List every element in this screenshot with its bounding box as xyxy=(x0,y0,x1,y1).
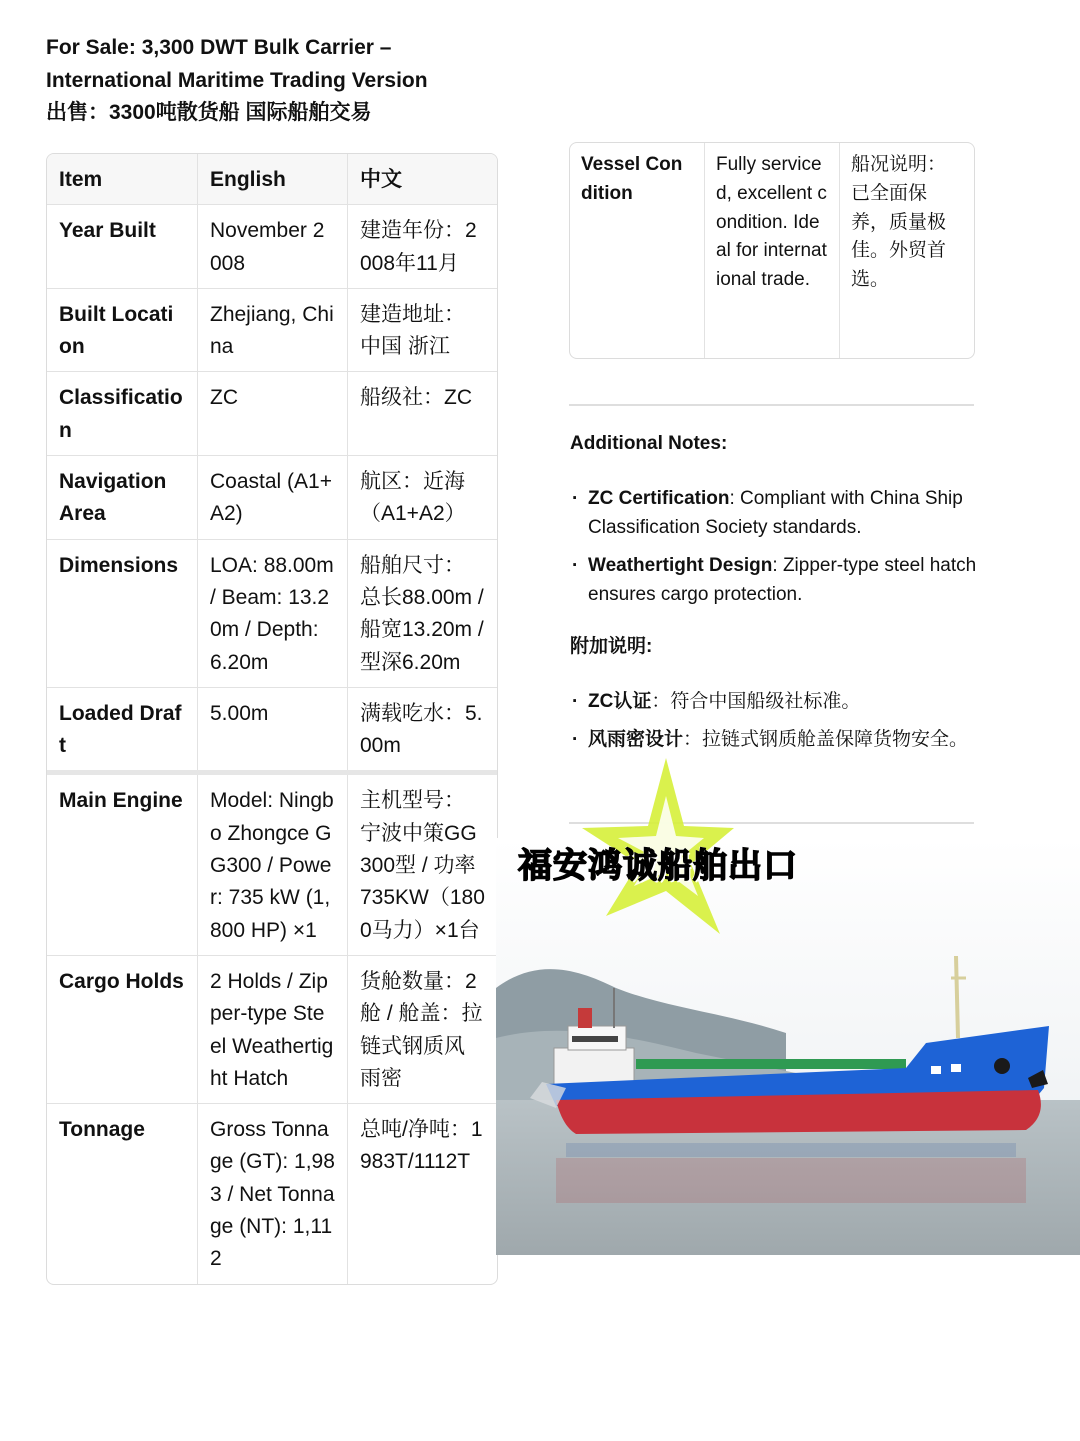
note-label: ZC认证 xyxy=(588,691,652,712)
row-english: ZC xyxy=(197,372,347,455)
list-item xyxy=(570,551,980,609)
list-item xyxy=(570,687,980,716)
list-item xyxy=(570,484,980,542)
row-english: LOA: 88.00m / Beam: 13.20m / Depth: 6.20m xyxy=(197,540,347,687)
additional-notes xyxy=(570,432,980,763)
condition-item: Vessel Condition xyxy=(581,154,683,204)
row-chinese: 建造地址：中国 浙江 xyxy=(347,289,497,372)
page-title xyxy=(46,32,526,130)
note-label: 风雨密设计 xyxy=(588,729,684,750)
table-row xyxy=(47,687,497,771)
row-item: Navigation Area xyxy=(59,470,167,526)
bullet-icon: · xyxy=(572,488,579,509)
note-label: ZC Certification xyxy=(588,488,730,509)
row-item: Built Location xyxy=(59,302,174,359)
header-english: English xyxy=(197,154,347,204)
title-line-2: International Maritime Trading Version xyxy=(46,68,428,92)
row-item: Cargo Holds xyxy=(59,969,184,993)
row-english: Coastal (A1+A2) xyxy=(197,456,347,539)
notes-heading-zh: 附加说明: xyxy=(570,636,653,657)
row-chinese: 主机型号：宁波中策GG300型 / 功率735KW（1800马力）×1台 xyxy=(347,775,497,954)
row-english: 5.00m xyxy=(197,688,347,771)
note-text: ：符合中国船级社标准。 xyxy=(651,691,861,712)
bullet-icon: · xyxy=(572,555,579,576)
row-chinese: 总吨/净吨：1983T/1112T xyxy=(347,1104,497,1283)
note-text: : Compliant with China Ship Classification Society standards. xyxy=(588,488,963,538)
row-english: Gross Tonnage (GT): 1,983 / Net Tonnage (NT): 1,112 xyxy=(197,1104,347,1283)
bullet-icon: · xyxy=(572,729,579,750)
row-english: 2 Holds / Zipper-type Steel Weathertight Hatch xyxy=(197,956,347,1103)
specs-table xyxy=(46,153,498,1285)
row-english: Model: Ningbo Zhongce GG300 / Power: 735 kW (1,800 HP) ×1 xyxy=(197,775,347,954)
divider xyxy=(569,404,974,406)
row-item: Dimensions xyxy=(59,553,179,577)
notes-heading-en: Additional Notes: xyxy=(570,433,728,454)
vessel-condition-table xyxy=(569,142,975,359)
list-item xyxy=(570,725,980,754)
row-chinese: 航区：近海（A1+A2） xyxy=(347,456,497,539)
row-chinese: 船舶尺寸：总长88.00m / 船宽13.20m / 型深6.20m xyxy=(347,540,497,687)
row-chinese: 船级社：ZC xyxy=(347,372,497,455)
note-text: ：拉链式钢质舱盖保障货物安全。 xyxy=(683,729,969,750)
table-row xyxy=(47,371,497,455)
title-line-3: 出售：3300吨散货船 国际船舶交易 xyxy=(46,101,372,124)
table-row xyxy=(47,539,497,687)
title-line-1: For Sale: 3,300 DWT Bulk Carrier – xyxy=(46,36,392,59)
table-row xyxy=(47,455,497,539)
watermark-text: 福安鸿诚船舶出口 xyxy=(518,846,798,886)
table-row xyxy=(47,770,497,954)
row-item: Tonnage xyxy=(59,1118,145,1142)
condition-english: Fully serviced, excellent condition. Ideal for international trade. xyxy=(704,143,839,358)
header-item: Item xyxy=(59,168,103,191)
row-english: November 2008 xyxy=(197,205,347,288)
header-chinese: 中文 xyxy=(347,154,497,204)
table-row xyxy=(47,288,497,372)
table-row xyxy=(47,1103,497,1283)
row-item: Loaded Draft xyxy=(59,701,182,758)
table-header-row xyxy=(47,154,497,204)
row-chinese: 建造年份：2008年11月 xyxy=(347,205,497,288)
note-label: Weathertight Design xyxy=(588,555,773,576)
row-item: Year Built xyxy=(59,219,156,243)
table-row xyxy=(47,955,497,1103)
row-english: Zhejiang, China xyxy=(197,289,347,372)
row-item: Main Engine xyxy=(59,789,183,813)
note-text: : Zipper-type steel hatch ensures cargo protection. xyxy=(588,555,977,605)
bullet-icon: · xyxy=(572,691,579,712)
table-row xyxy=(47,204,497,288)
row-chinese: 满载吃水：5.00m xyxy=(347,688,497,771)
row-item: Classification xyxy=(59,386,183,442)
condition-chinese: 船况说明：已全面保养，质量极佳。外贸首选。 xyxy=(839,143,974,358)
row-chinese: 货舱数量：2舱 / 舱盖：拉链式钢质风雨密 xyxy=(347,956,497,1103)
